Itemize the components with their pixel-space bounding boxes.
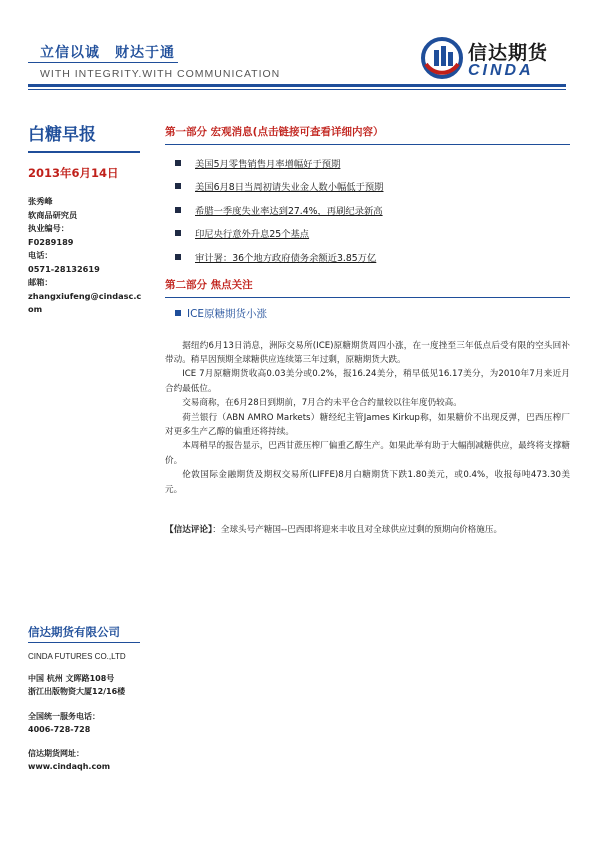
focus-subheading	[165, 306, 570, 321]
address-line: 中国 杭州 文晖路108号	[28, 674, 115, 683]
list-item	[165, 222, 570, 246]
service-phone-number: 4006-728-728	[28, 725, 91, 734]
square-bullet-icon	[175, 183, 181, 189]
news-link[interactable]: 美国6月8日当周初请失业金人数小幅低于预期	[195, 182, 384, 194]
article-paragraph: 荷兰银行（ABN AMRO Markets）糖经纪主管James Kirkup称，如果糖价不出现反弹，巴西压榨厂对更多生产乙醇的偏重还将持续。	[165, 412, 570, 437]
company-logo	[420, 36, 570, 84]
logo-chinese-name: 信达期货	[468, 42, 549, 64]
service-phone	[28, 710, 148, 736]
header-divider-top	[28, 62, 178, 63]
article-body	[165, 339, 570, 497]
company-website	[28, 747, 148, 773]
section-focus	[165, 277, 570, 538]
article-paragraph: 本周稍早的报告显示，巴西甘蔗压榨厂偏重乙醇生产。如果此举有助于大幅削减糖供应，最终将支撑糖价。	[165, 441, 570, 466]
news-link[interactable]: 希腊一季度失业率达到27.4%，再刷纪录新高	[195, 205, 383, 217]
news-link[interactable]: 印尼央行意外升息25个基点	[195, 229, 310, 241]
sidebar-divider	[28, 151, 140, 153]
analyst-role: 软商品研究员	[28, 209, 78, 220]
company-english-name: CINDA FUTURES CO.,LTD	[28, 652, 126, 661]
article-paragraph: ICE 7月原糖期货收高0.03美分或0.2%，报16.24美分，稍早低见16.17美分，为2010年7月来近月合约最低位。	[165, 369, 570, 394]
macro-news-list	[165, 151, 570, 269]
square-bullet-icon	[175, 310, 181, 316]
address-line: 浙江出版物资大厦12/16楼	[28, 687, 126, 696]
header-tagline: WITH INTEGRITY.WITH COMMUNICATION	[40, 68, 281, 80]
comment-text: ：全球头号产糖国--巴西即将迎来丰收且对全球供应过剩的预期向价格施压。	[212, 524, 503, 535]
list-item	[165, 175, 570, 199]
article-paragraph: 交易商称，在6月28日到期前，7月合约未平仓合约量较以往年度仍较高。	[182, 398, 462, 409]
square-bullet-icon	[175, 207, 181, 213]
license-label: 执业编号：	[28, 223, 69, 233]
analyst-info	[28, 195, 148, 317]
cinda-comment	[165, 523, 570, 537]
company-divider	[28, 642, 140, 643]
phone-label: 电话：	[28, 250, 53, 260]
logo-english-name: CINDA	[468, 62, 534, 79]
cinda-logo-icon	[420, 36, 464, 80]
sidebar	[28, 120, 148, 317]
square-bullet-icon	[175, 160, 181, 166]
header-divider-thin	[28, 89, 566, 90]
website-url[interactable]: www.cindaqh.com	[28, 762, 111, 771]
header-slogan: 立信以诚 财达于通	[40, 45, 175, 61]
article-paragraph: 伦敦国际金融期货及期权交易所(LIFFE)8月白糖期货下跌1.80美元，或0.4%，收报每吨473.30美元。	[165, 470, 570, 495]
phone-number: 0571-28132619	[28, 263, 100, 274]
email-address-cont: om	[28, 304, 43, 314]
header-divider-thick	[28, 84, 566, 87]
section-focus-title: 第二部分 焦点关注	[165, 278, 253, 291]
report-date: 2013年6月14日	[28, 166, 119, 180]
article-paragraph: 据纽约6月13日消息，洲际交易所(ICE)原糖期货周四小涨，在一度挫至三年低点后受有限的空头回补带动。稍早因预期全球糖供应连续第三年过剩，原糖期货大跌。	[165, 340, 570, 365]
company-address	[28, 672, 148, 698]
section-divider	[165, 297, 570, 298]
report-title: 白糖早报	[28, 125, 96, 145]
focus-subheading-text: ICE原糖期货小涨	[187, 307, 268, 320]
analyst-name: 张秀峰	[28, 196, 53, 206]
news-link[interactable]: 美国5月零售销售月率增幅好于预期	[195, 158, 341, 170]
list-item	[165, 245, 570, 269]
website-label: 信达期货网址：	[28, 749, 84, 758]
comment-label: 【信达评论】	[165, 524, 213, 535]
email-address: zhangxiufeng@cindasc.c	[28, 290, 142, 301]
company-name: 信达期货有限公司	[28, 625, 120, 639]
email-label: 邮箱：	[28, 277, 53, 287]
section-macro-title: 第一部分 宏观消息(点击链接可查看详细内容）	[165, 126, 384, 138]
news-link[interactable]: 审计署：36个地方政府债务余额近3.85万亿	[195, 252, 377, 264]
list-item	[165, 151, 570, 175]
section-divider	[165, 144, 570, 145]
square-bullet-icon	[175, 254, 181, 260]
service-phone-label: 全国统一服务电话：	[28, 712, 100, 721]
main-content	[165, 124, 570, 537]
list-item	[165, 198, 570, 222]
square-bullet-icon	[175, 230, 181, 236]
license-number: F0289189	[28, 236, 74, 247]
